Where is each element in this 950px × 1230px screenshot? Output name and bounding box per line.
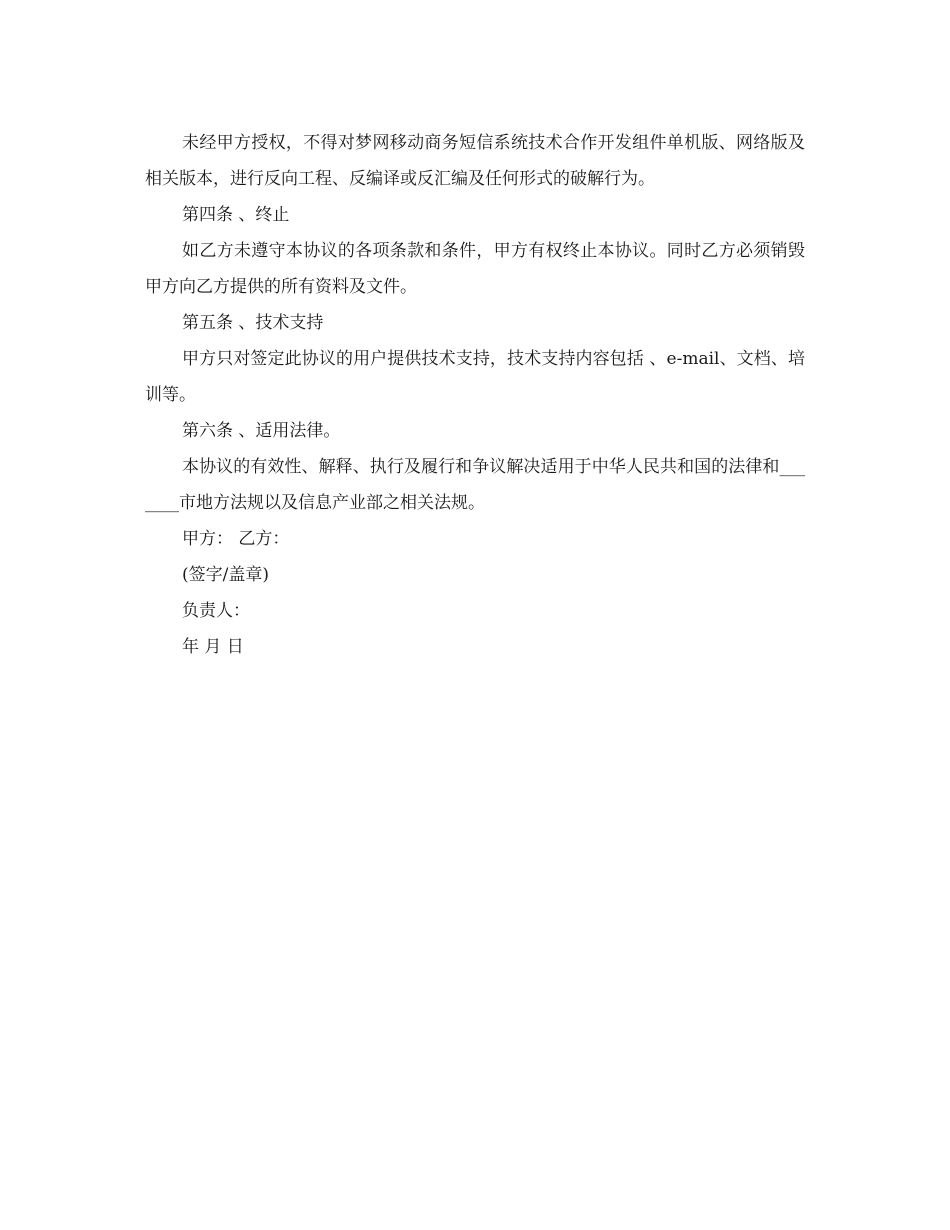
- signature-note: (签字/盖章): [182, 565, 269, 585]
- article-5-heading: 第五条 、技术支持: [182, 313, 324, 333]
- signature-parties: 甲方： 乙方：: [182, 529, 290, 549]
- document-page: [145, 125, 805, 665]
- article-4-paragraph: 如乙方未遵守本协议的各项条款和条件，甲方有权终止本协议。同时乙方必须销毁甲方向乙方提供的所有资料及文件。: [145, 241, 805, 297]
- signature-date: 年 月 日: [182, 637, 244, 657]
- article-5-paragraph: 甲方只对签定此协议的用户提供技术支持，技术支持内容包括 、e-mail、文档、培训等。: [145, 349, 805, 405]
- article-4-heading: 第四条 、终止: [182, 205, 290, 225]
- article-6-heading: 第六条 、适用法律。: [182, 421, 341, 441]
- clause-reverse-engineering-paragraph: 未经甲方授权，不得对梦网移动商务短信系统技术合作开发组件单机版、网络版及相关版本，进行反向工程、反编译或反汇编及任何形式的破解行为。: [145, 133, 805, 189]
- signature-responsible: 负责人：: [182, 601, 250, 621]
- article-6-paragraph: 本协议的有效性、解释、执行及履行和争议解决适用于中华人民共和国的法律和_______市地方法规以及信息产业部之相关法规。: [145, 457, 805, 513]
